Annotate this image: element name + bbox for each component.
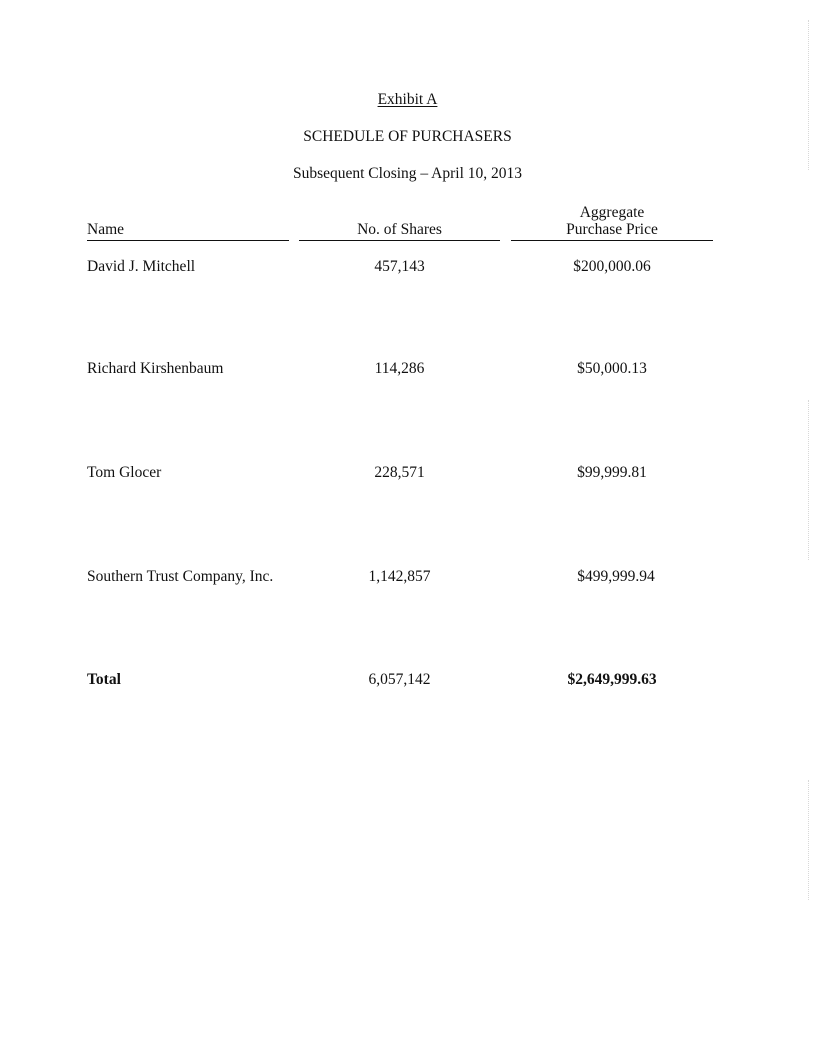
closing-subtitle: Subsequent Closing – April 10, 2013 — [292, 165, 523, 182]
purchaser-shares: 114,286 — [374, 360, 425, 377]
column-header-name: Name — [87, 221, 125, 238]
purchaser-shares: 457,143 — [374, 258, 425, 275]
table-row — [0, 463, 815, 483]
scan-edge-mark — [808, 20, 809, 170]
purchaser-price: $50,000.13 — [577, 360, 647, 377]
table-row — [0, 257, 815, 277]
total-label: Total — [87, 671, 121, 688]
schedule-title: SCHEDULE OF PURCHASERS — [303, 128, 512, 145]
exhibit-title — [0, 91, 815, 109]
purchaser-price: $200,000.06 — [573, 258, 651, 275]
total-price: $2,649,999.63 — [567, 671, 657, 688]
total-row — [0, 670, 815, 690]
purchaser-price: $99,999.81 — [577, 464, 647, 481]
table-row — [0, 359, 815, 379]
purchaser-name: David J. Mitchell — [87, 258, 196, 275]
purchaser-name: Richard Kirshenbaum — [87, 360, 224, 377]
column-header-shares: No. of Shares — [357, 221, 442, 238]
purchaser-shares: 1,142,857 — [368, 568, 431, 585]
header-rule-shares — [299, 240, 500, 241]
exhibit-title-text: Exhibit A — [377, 91, 438, 108]
purchaser-name: Tom Glocer — [87, 464, 162, 481]
purchaser-name: Southern Trust Company, Inc. — [87, 568, 274, 585]
total-shares: 6,057,142 — [368, 671, 431, 688]
header-rule-price — [511, 240, 713, 241]
scan-edge-mark — [808, 400, 809, 560]
column-header-price: Aggregate Purchase Price — [566, 204, 658, 238]
scan-edge-mark — [808, 780, 809, 900]
purchaser-shares: 228,571 — [374, 464, 425, 481]
purchaser-price: $499,999.94 — [577, 568, 655, 585]
table-row — [0, 567, 815, 587]
header-rule-name — [87, 240, 289, 241]
